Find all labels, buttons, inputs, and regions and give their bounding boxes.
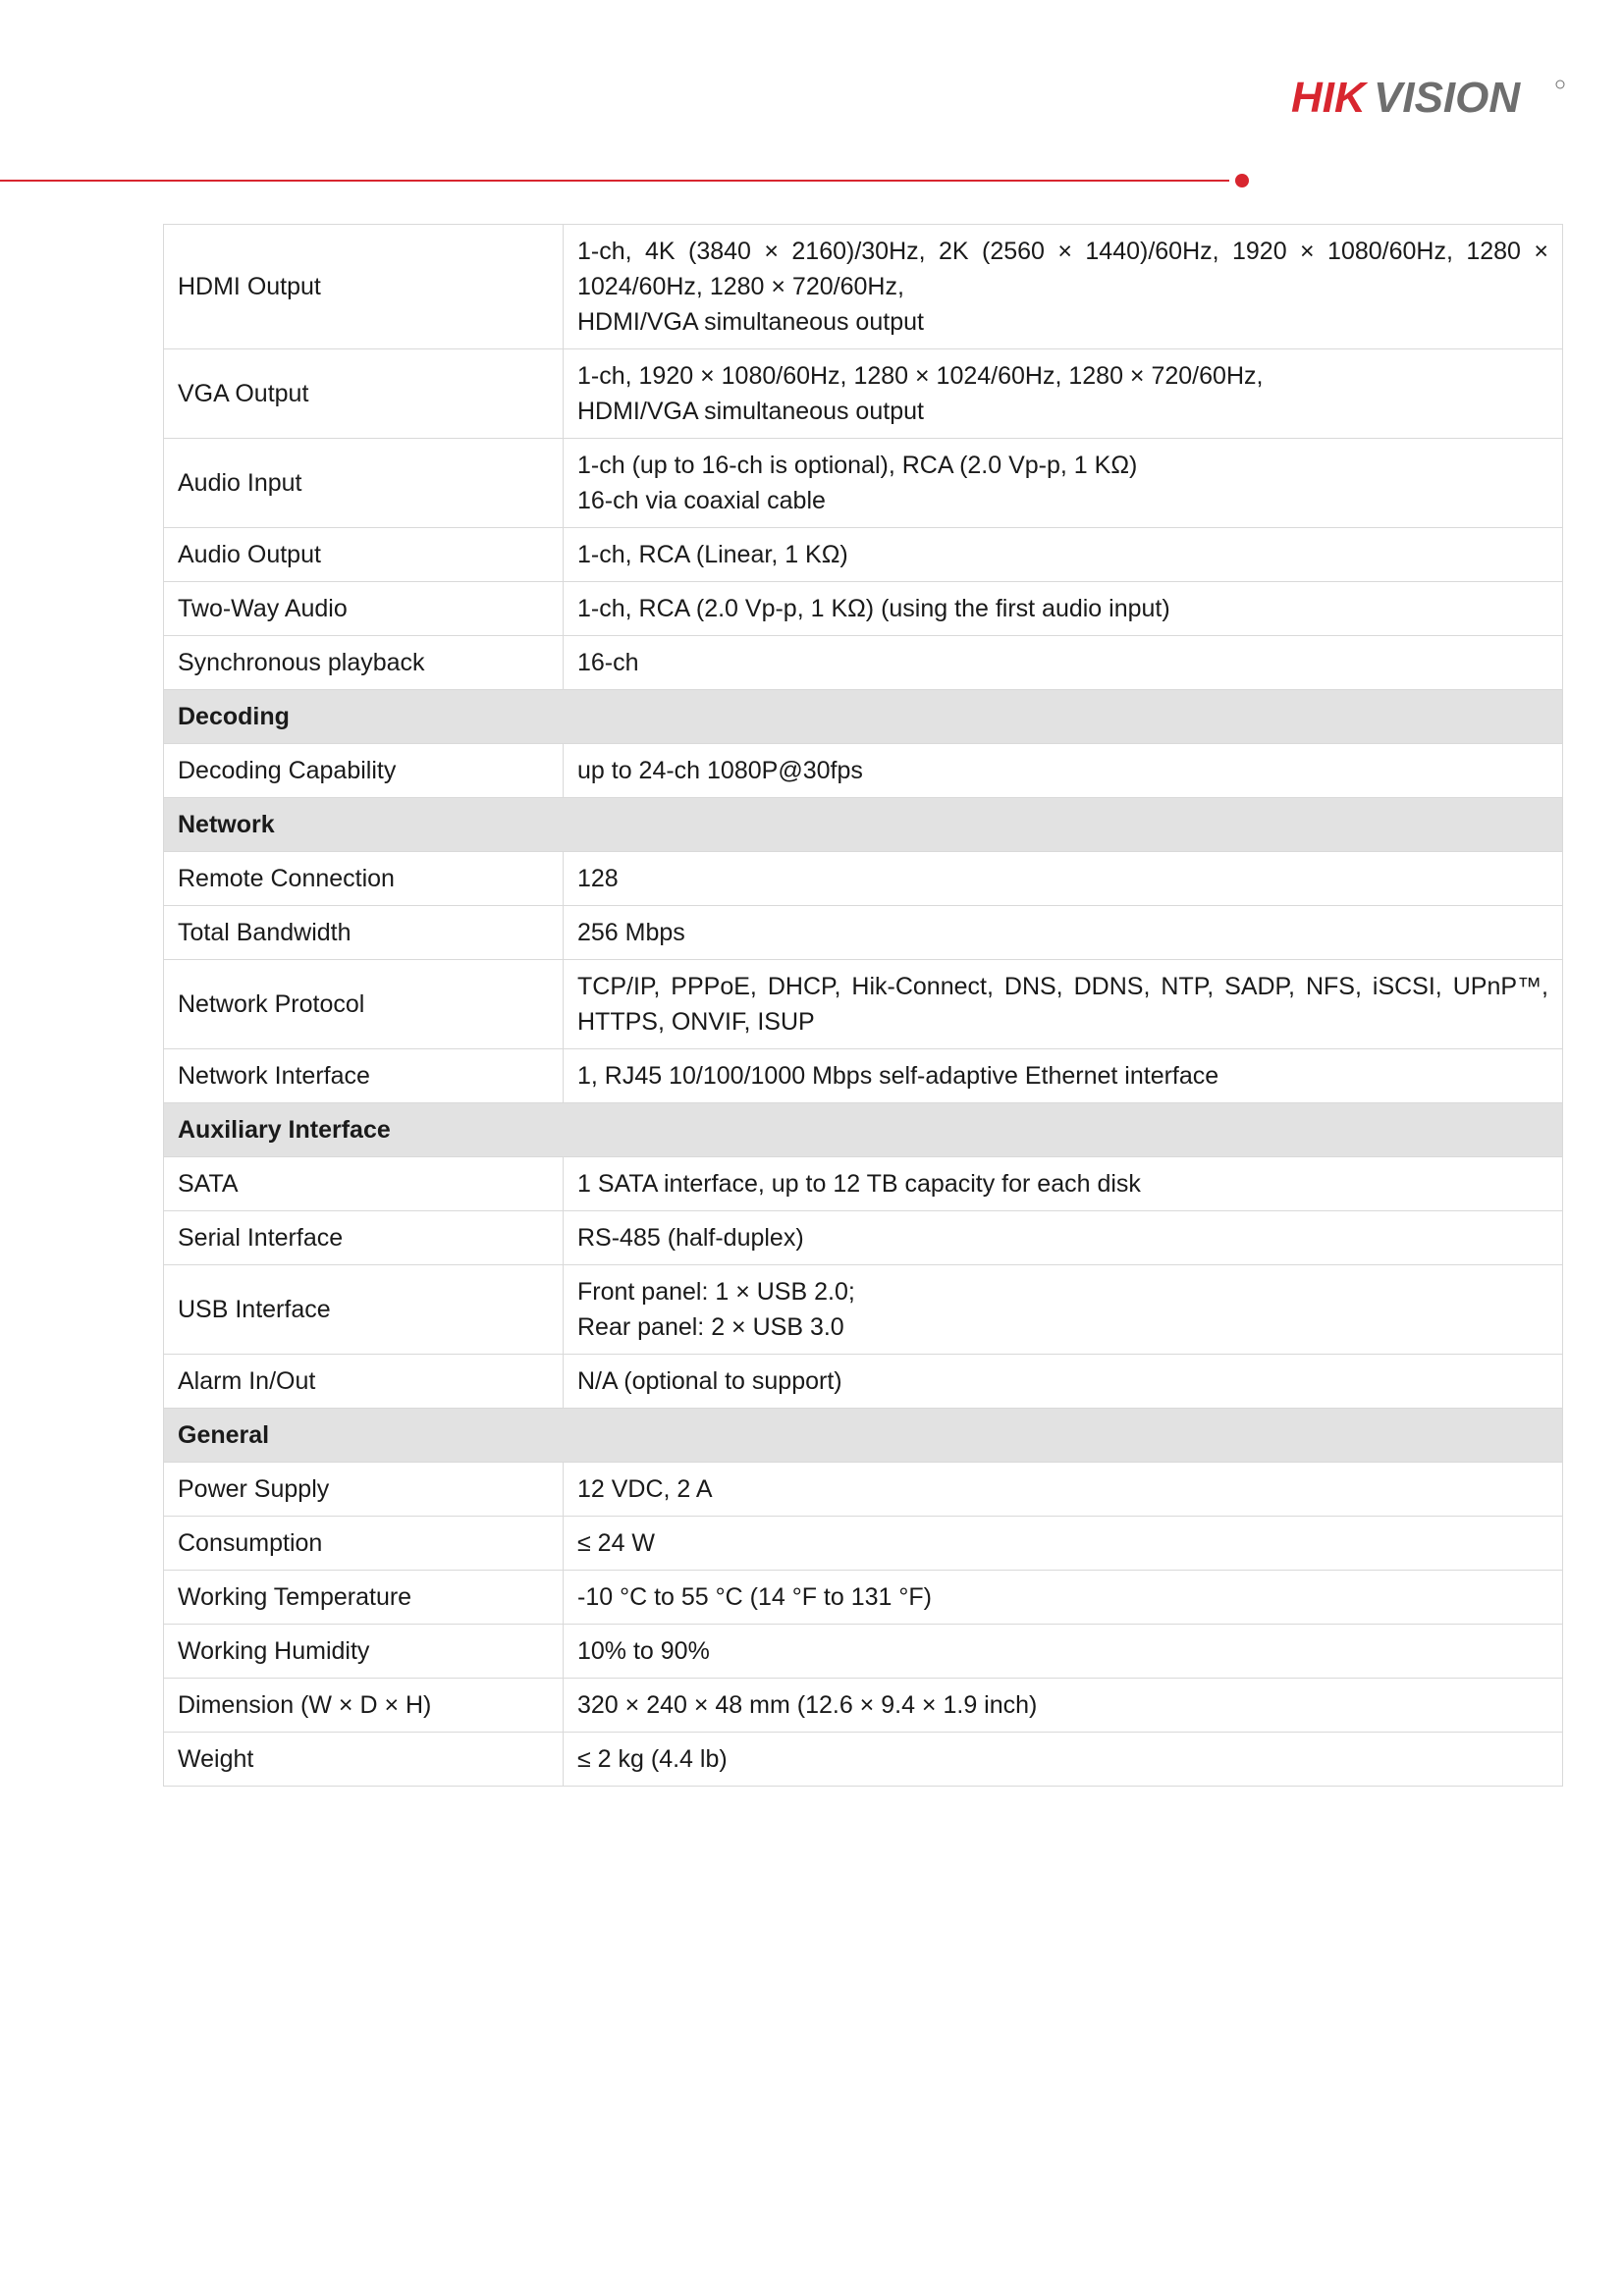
logo-hik: HIK [1291,74,1366,122]
spec-value-line: 1-ch, 1920 × 1080/60Hz, 1280 × 1024/60Hz, 1280 × 720/60Hz, [577,362,1264,390]
spec-label: Serial Interface [164,1211,564,1265]
spec-row [164,225,1563,349]
spec-row [164,906,1563,960]
section-title: Decoding [164,690,1563,744]
spec-value [564,1049,1563,1103]
spec-row [164,1571,1563,1625]
spec-label: Consumption [164,1517,564,1571]
spec-row [164,1049,1563,1103]
spec-value-line: 10% to 90% [577,1637,710,1665]
spec-label: Decoding Capability [164,744,564,798]
spec-label: Working Humidity [164,1625,564,1679]
spec-value-line: -10 °C to 55 °C (14 °F to 131 °F) [577,1583,932,1611]
spec-row [164,1355,1563,1409]
spec-row [164,1625,1563,1679]
spec-value-line: 1-ch, RCA (Linear, 1 KΩ) [577,541,848,568]
spec-value [564,960,1563,1049]
spec-value-line: N/A (optional to support) [577,1367,842,1395]
spec-value [564,582,1563,636]
spec-row [164,528,1563,582]
spec-value [564,636,1563,690]
spec-value [564,1679,1563,1733]
logo-vision: VISION [1374,74,1521,122]
spec-row [164,1157,1563,1211]
spec-row [164,1265,1563,1355]
spec-value-line: 128 [577,865,619,892]
spec-row [164,349,1563,439]
header-rule-dot [1235,174,1249,187]
spec-value [564,1571,1563,1625]
spec-label: Synchronous playback [164,636,564,690]
header-rule [0,180,1229,182]
spec-value-line: 320 × 240 × 48 mm (12.6 × 9.4 × 1.9 inch) [577,1691,1038,1719]
spec-value [564,852,1563,906]
spec-value-line: HDMI/VGA simultaneous output [577,308,924,336]
spec-label: Remote Connection [164,852,564,906]
spec-label: Network Interface [164,1049,564,1103]
spec-row [164,1733,1563,1787]
section-header-row [164,690,1563,744]
spec-label: USB Interface [164,1265,564,1355]
spec-value [564,1211,1563,1265]
spec-row [164,439,1563,528]
spec-label: Audio Output [164,528,564,582]
spec-value-line: 1-ch, RCA (2.0 Vp-p, 1 KΩ) (using the first audio input) [577,595,1170,622]
spec-value-line: 1, RJ45 10/100/1000 Mbps self-adaptive Ethernet interface [577,1062,1219,1090]
section-title: Network [164,798,1563,852]
spec-label: HDMI Output [164,225,564,349]
spec-table [163,224,1563,1787]
spec-value-line: ≤ 2 kg (4.4 lb) [577,1745,728,1773]
spec-value [564,225,1563,349]
spec-value-line: RS-485 (half-duplex) [577,1224,804,1252]
spec-row [164,1679,1563,1733]
spec-label: Audio Input [164,439,564,528]
spec-value-line: 1 SATA interface, up to 12 TB capacity for each disk [577,1170,1141,1198]
spec-value [564,1157,1563,1211]
spec-value [564,439,1563,528]
spec-value-line: 12 VDC, 2 A [577,1475,713,1503]
spec-label: Weight [164,1733,564,1787]
spec-value-line: Rear panel: 2 × USB 3.0 [577,1313,844,1341]
spec-value [564,1517,1563,1571]
spec-value [564,1265,1563,1355]
spec-value-line: Front panel: 1 × USB 2.0; [577,1278,855,1306]
spec-value-line: 256 Mbps [577,919,685,946]
section-header-row [164,1103,1563,1157]
spec-value [564,1733,1563,1787]
spec-value [564,349,1563,439]
hikvision-logo [1289,73,1566,122]
spec-value [564,1355,1563,1409]
spec-value [564,906,1563,960]
spec-row [164,636,1563,690]
spec-label: Power Supply [164,1463,564,1517]
spec-value-line: 16-ch via coaxial cable [577,487,826,514]
spec-value [564,528,1563,582]
spec-label: Network Protocol [164,960,564,1049]
spec-value-line: up to 24-ch 1080P@30fps [577,757,863,784]
spec-label: Dimension (W × D × H) [164,1679,564,1733]
section-header-row [164,1409,1563,1463]
spec-label: Two-Way Audio [164,582,564,636]
spec-row [164,582,1563,636]
section-title: Auxiliary Interface [164,1103,1563,1157]
section-header-row [164,798,1563,852]
spec-row [164,744,1563,798]
spec-label: Alarm In/Out [164,1355,564,1409]
spec-value [564,1625,1563,1679]
spec-value-line: 16-ch [577,649,639,676]
section-title: General [164,1409,1563,1463]
spec-row [164,1517,1563,1571]
spec-value-line: 1-ch, 4K (3840 × 2160)/30Hz, 2K (2560 × 1440)/60Hz, 1920 × 1080/60Hz, 1280 × 1024/60Hz, 1280 × 720/60Hz, [577,238,1548,300]
spec-value-line: HDMI/VGA simultaneous output [577,398,924,425]
spec-row [164,1463,1563,1517]
spec-value-line: ≤ 24 W [577,1529,656,1557]
spec-row [164,852,1563,906]
spec-value-line: 1-ch (up to 16-ch is optional), RCA (2.0 Vp-p, 1 KΩ) [577,452,1138,479]
spec-label: Working Temperature [164,1571,564,1625]
spec-row [164,960,1563,1049]
spec-value-line: TCP/IP, PPPoE, DHCP, Hik-Connect, DNS, DDNS, NTP, SADP, NFS, iSCSI, UPnP™, HTTPS, ONVIF, ISUP [577,973,1548,1036]
spec-label: SATA [164,1157,564,1211]
spec-label: VGA Output [164,349,564,439]
spec-value [564,1463,1563,1517]
spec-value [564,744,1563,798]
spec-label: Total Bandwidth [164,906,564,960]
spec-row [164,1211,1563,1265]
